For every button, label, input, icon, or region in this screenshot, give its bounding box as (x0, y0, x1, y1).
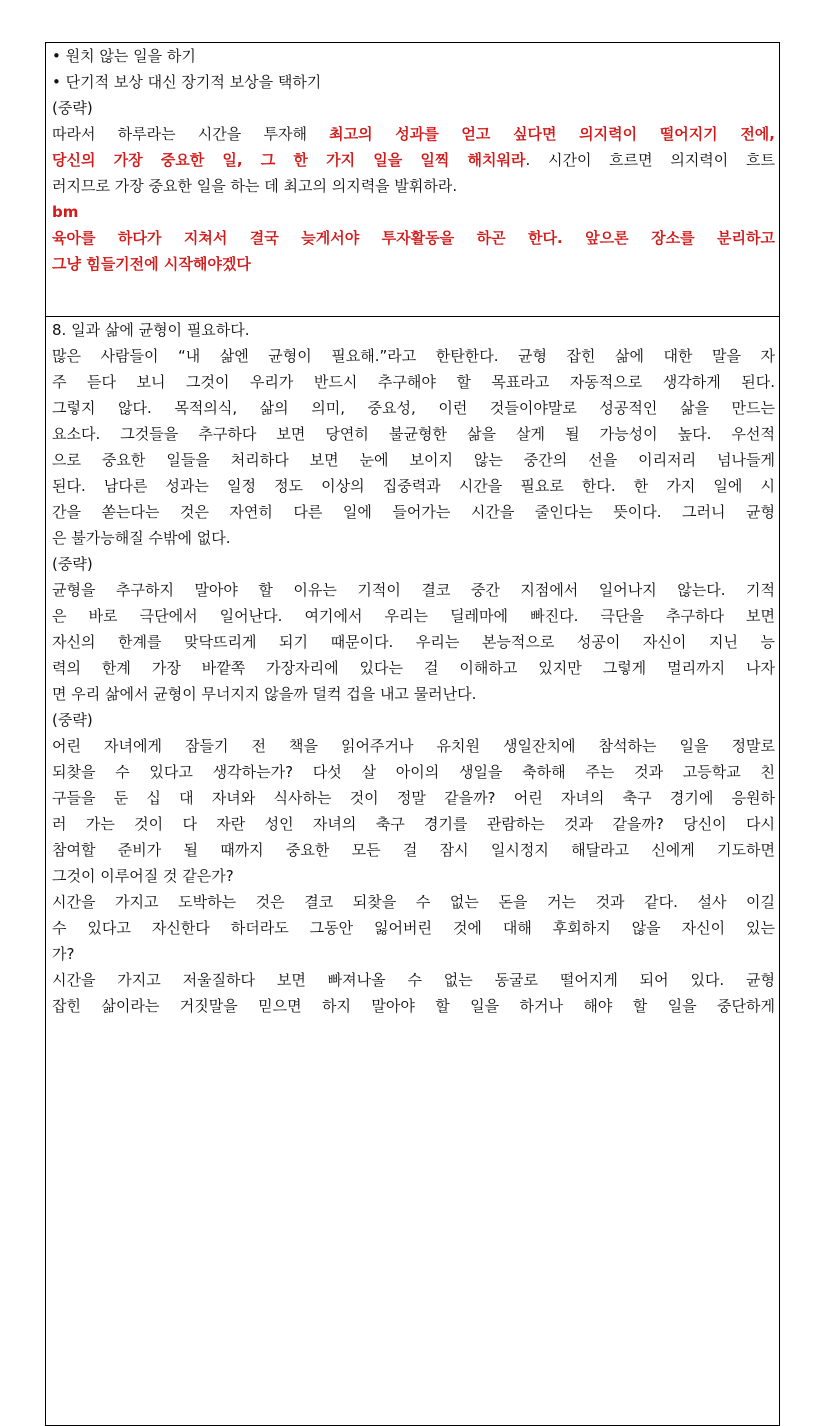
body-text: 따라서 하루라는 시간을 투자해 (52, 125, 330, 143)
text-line (52, 199, 775, 225)
text-line (52, 525, 775, 551)
text-line (52, 343, 775, 369)
text-line (52, 915, 775, 941)
text-line (52, 499, 775, 525)
text-line (52, 147, 775, 173)
text-line (52, 603, 775, 629)
body-text: 되찾을 수 있다고 생각하는가? 다섯 살 아이의 생일을 축하해 주는 것과 고등학교 친 (52, 763, 775, 781)
body-text: 시간을 가지고 도박하는 것은 결코 되찾을 수 없는 돈을 거는 것과 같다. 설사 이길 (52, 893, 775, 911)
text-line (52, 655, 775, 681)
highlighted-text: 최고의 성과를 얻고 싶다면 의지력이 떨어지기 전에, (329, 125, 775, 143)
body-text: 8. 일과 삶에 균형이 필요하다. (52, 321, 250, 339)
text-line (52, 889, 775, 915)
text-line (52, 785, 775, 811)
body-text: 러 가는 것이 다 자란 성인 자녀의 축구 경기를 관람하는 것과 같을까? 당신이 다시 (52, 815, 775, 833)
text-line (52, 733, 775, 759)
text-line (52, 43, 775, 69)
text-line (52, 941, 775, 967)
body-text: 어린 자녀에게 잠들기 전 책을 읽어주거나 유치원 생일잔치에 참석하는 일을 정말로 (52, 737, 775, 755)
body-text: 참여할 준비가 될 때까지 중요한 모든 걸 잠시 일시정지 해달라고 신에게 기도하면 (52, 841, 775, 859)
body-text: 잡힌 삶이라는 거짓말을 믿으면 하지 말아야 할 일을 하거나 해야 할 일을 중단하게 (52, 997, 775, 1015)
text-line (52, 421, 775, 447)
body-text: 은 불가능해질 수밖에 없다. (52, 529, 231, 547)
text-line (52, 837, 775, 863)
text-line (52, 863, 775, 889)
body-text: 자신의 한계를 맞닥뜨리게 되기 때문이다. 우리는 본능적으로 성공이 자신이 지닌 능 (52, 633, 775, 651)
note-box-balance (45, 316, 780, 1426)
highlighted-text: bm (52, 203, 79, 221)
body-text: 그것이 이루어질 것 같은가? (52, 867, 234, 885)
body-text: 간을 쏟는다는 것은 자연히 다른 일에 들어가는 시간을 줄인다는 뜻이다. 그러니 균형 (52, 503, 775, 521)
body-text: (중략) (52, 99, 93, 117)
body-text: 된다. 남다른 성과는 일정 정도 이상의 집중력과 시간을 필요로 한다. 한 가지 일에 시 (52, 477, 775, 495)
body-text: 은 바로 극단에서 일어난다. 여기에서 우리는 딜레마에 빠진다. 극단을 추구하다 보면 (52, 607, 775, 625)
text-line (52, 173, 775, 199)
body-text: 균형을 추구하지 말아야 할 이유는 기적이 결코 중간 지점에서 일어나지 않는다. 기적 (52, 581, 775, 599)
body-text: 구들을 둔 십 대 자녀와 식사하는 것이 정말 같을까? 어린 자녀의 축구 경기에 응원하 (52, 789, 775, 807)
body-text: . 시간이 흐르면 의지력이 흐트 (525, 151, 775, 169)
body-text: 많은 사람들이 “내 삶엔 균형이 필요해.”라고 한탄한다. 균형 잡힌 삶에 대한 말을 자 (52, 347, 775, 365)
text-line (52, 317, 775, 343)
highlighted-text: 당신의 가장 중요한 일, 그 한 가지 일을 일찍 해치워라 (52, 151, 526, 169)
text-line (52, 69, 775, 95)
text-line (52, 447, 775, 473)
text-line (52, 707, 775, 733)
body-text: 으로 중요한 일들을 처리하다 보면 눈에 보이지 않는 중간의 선을 이리저리 넘나들게 (52, 451, 775, 469)
body-text: 면 우리 삶에서 균형이 무너지지 않을까 덜컥 겁을 내고 물러난다. (52, 685, 477, 703)
highlighted-text: 육아를 하다가 지쳐서 결국 늦게서야 투자활동을 하곤 한다. 앞으론 장소를 분리하고 (52, 229, 775, 247)
text-line (52, 811, 775, 837)
text-line (52, 395, 775, 421)
text-line (52, 95, 775, 121)
body-text: (중략) (52, 555, 93, 573)
text-line (52, 759, 775, 785)
text-line (52, 967, 775, 993)
body-text: 가? (52, 945, 75, 963)
body-text: 수 있다고 자신한다 하더라도 그동안 잃어버린 것에 대해 후회하지 않을 자신이 있는 (52, 919, 775, 937)
body-text: 력의 한계 가장 바깥쪽 가장자리에 있다는 걸 이해하고 있지만 그렇게 멀리까지 나자 (52, 659, 775, 677)
text-line (52, 369, 775, 395)
text-line (52, 681, 775, 707)
body-text: 주 듣다 보니 그것이 우리가 반드시 추구해야 할 목표라고 자동적으로 생각하게 된다. (52, 373, 775, 391)
body-text: (중략) (52, 711, 93, 729)
body-text: 요소다. 그것들을 추구하다 보면 당연히 불균형한 삶을 살게 될 가능성이 높다. 우선적 (52, 425, 775, 443)
body-text: • 단기적 보상 대신 장기적 보상을 택하기 (52, 73, 322, 91)
highlighted-text: 그냥 힘들기전에 시작해야겠다 (52, 255, 251, 273)
body-text: 그렇지 않다. 목적의식, 삶의 의미, 중요성, 이런 것들이야말로 성공적인 삶을 만드는 (52, 399, 775, 417)
text-line (52, 577, 775, 603)
text-line (52, 993, 775, 1019)
text-line (52, 121, 775, 147)
text-line (52, 473, 775, 499)
body-text: 시간을 가지고 저울질하다 보면 빠져나올 수 없는 동굴로 떨어지게 되어 있다. 균형 (52, 971, 775, 989)
note-box-highlight (45, 42, 780, 316)
body-text: 러지므로 가장 중요한 일을 하는 데 최고의 의지력을 발휘하라. (52, 177, 458, 195)
text-line (52, 551, 775, 577)
text-line (52, 251, 775, 277)
text-line (52, 629, 775, 655)
text-line (52, 225, 775, 251)
body-text: • 원치 않는 일을 하기 (52, 47, 196, 65)
